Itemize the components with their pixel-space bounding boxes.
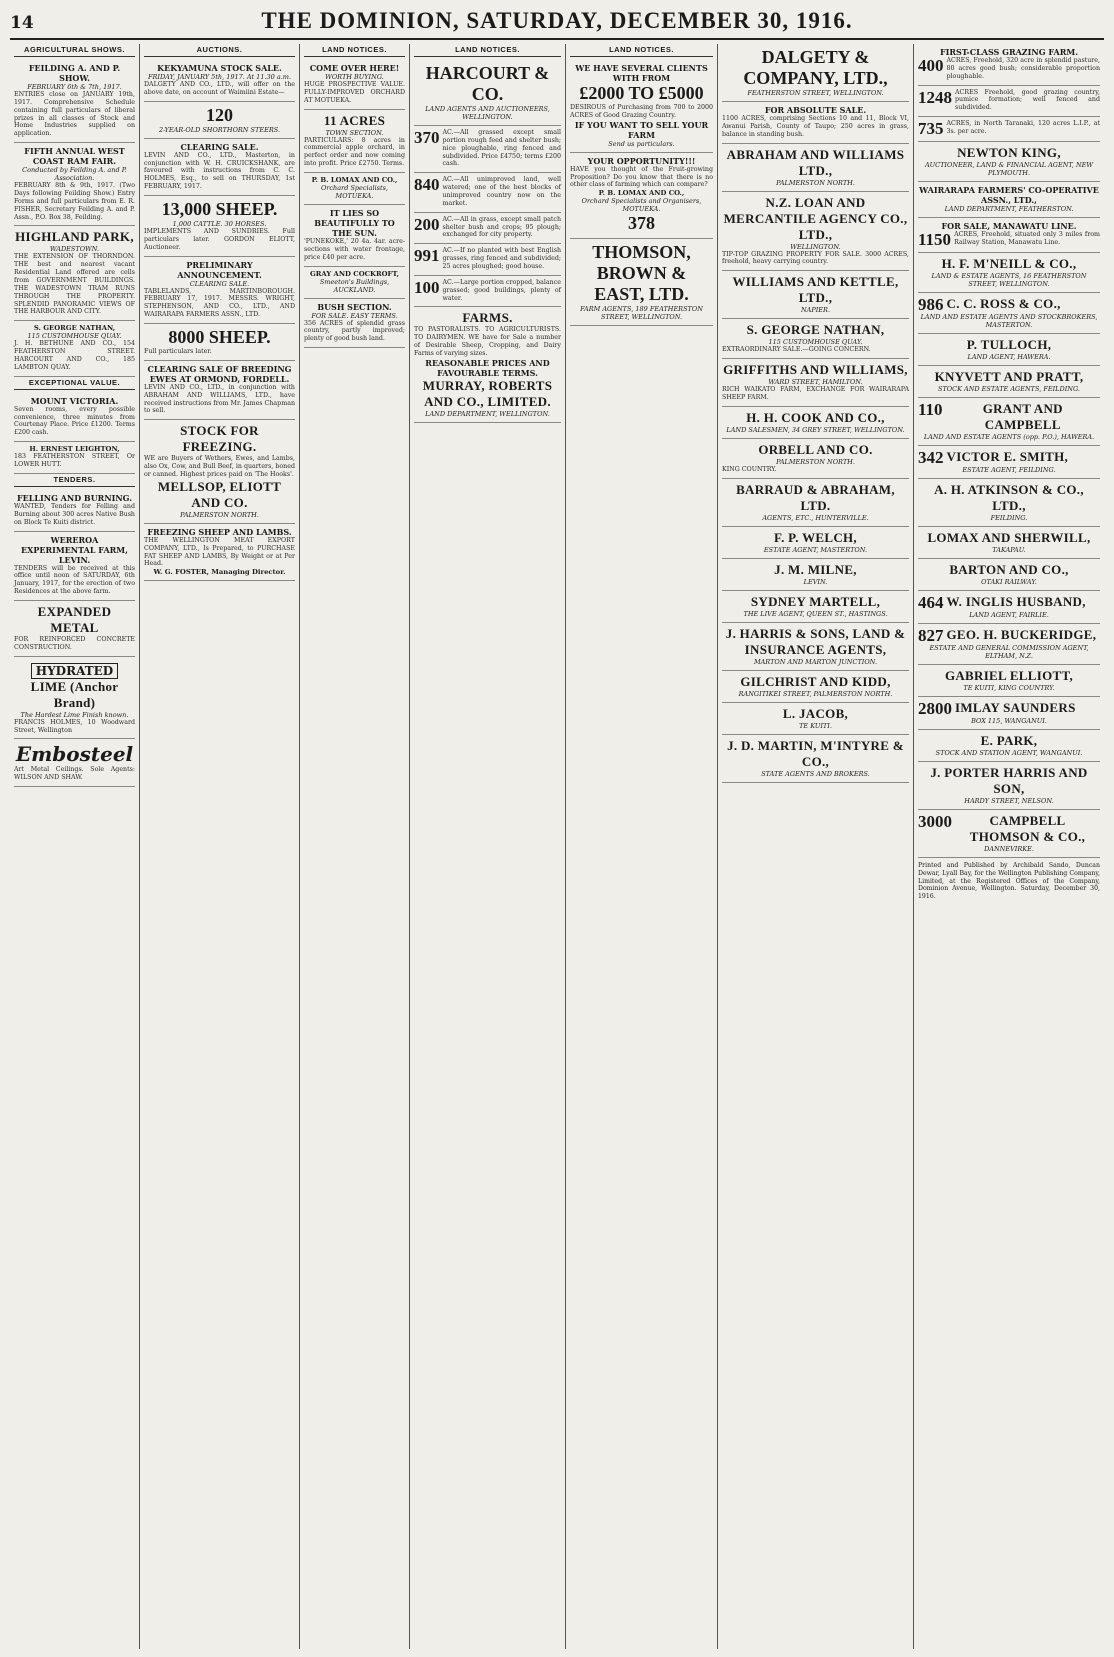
advert-headline: ORBELL AND CO. — [758, 441, 873, 457]
advert — [304, 110, 405, 173]
advert-sub: LAND AND ESTATE AGENTS AND STOCKBROKERS, MASTERTON. — [920, 313, 1098, 330]
advert-headline: S. GEORGE NATHAN, — [33, 324, 116, 333]
acres-number: 378 — [628, 213, 655, 234]
advert — [722, 527, 909, 559]
advert — [918, 182, 1100, 218]
stock-headline: STOCK FOR FREEZING. — [180, 423, 259, 455]
advert-sub: AGENTS, ETC., HUNTERVILLE. — [762, 513, 869, 522]
column-land-notices-a — [300, 44, 410, 1649]
advert-headline: 120 — [206, 104, 233, 125]
advert-sub: Conducted by Feilding A. and P. Association. — [22, 166, 127, 183]
advert — [722, 407, 909, 439]
advert — [14, 601, 135, 657]
advert-headline: H. F. M'NEILL & CO., — [941, 256, 1077, 272]
advert-body: LEVIN AND CO., LTD., in conjunction with ABRAHAM AND WILLIAMS, LTD., have received instructions from Mr. James Chapman to sell. — [144, 383, 295, 415]
advert-body: TABLELANDS, MARTINBOROUGH. FEBRUARY 17, 1917. MESSRS. WRIGHT, STEPHENSON, AND CO., LTD., AND WAIRARAPA FARMERS ASSN., LTD. — [144, 287, 295, 319]
advert-lead — [414, 247, 561, 271]
sell-sub: Send us particulars. — [608, 139, 675, 148]
acreage-number: 200 — [414, 214, 440, 234]
advert — [414, 244, 561, 276]
advert-body: THE EXTENSION OF THORNDON. THE best and nearest vacant Residential Land offered are cells from GOVERNMENT BUILDINGS. THE WADESTOWN TRAM RUNS THROUGH THE PROPERTY. SPLENDID PANORAMIC VIEWS OF THE HARBOUR AND CITY. — [14, 253, 135, 316]
advert-sub: FEBRUARY 6th & 7th, 1917. — [27, 83, 122, 91]
advert — [918, 398, 1100, 446]
advert — [144, 361, 295, 420]
advert — [722, 591, 909, 623]
acreage-number: 370 — [414, 128, 440, 147]
advert-sub: 115 CUSTOMHOUSE QUAY. — [27, 332, 122, 341]
advert-headline: CAMPBELL THOMSON & CO., — [969, 813, 1086, 845]
advert-lead — [918, 813, 1100, 845]
advert — [304, 205, 405, 267]
advert — [304, 299, 405, 349]
acreage-number: 827 — [918, 626, 944, 646]
advert-sub: Smeeton's Buildings, AUCKLAND. — [319, 277, 390, 294]
advert-lead — [414, 129, 561, 168]
advert — [918, 86, 1100, 118]
advert-headline: CLEARING SALE OF BREEDING EWES AT ORMOND, FORDELL. — [147, 363, 292, 384]
acreage-number: 100 — [414, 277, 440, 297]
advert-lead — [918, 594, 1100, 611]
advert-body: AC.—All in grass, except small patch shelter bush and crops; 95 plough; exchanged for city property. — [442, 215, 561, 239]
advert — [918, 334, 1100, 366]
advert-headline: FELLING AND BURNING. — [16, 492, 133, 503]
lomax-sub: Orchard Specialists and Organisers, MOTUEKA. — [581, 197, 702, 214]
advert-headline: IT LIES SO BEAUTIFULLY TO THE SUN. — [314, 208, 395, 239]
advert-headline: 11 ACRES — [323, 112, 386, 128]
mellsop-sub: PALMERSTON NORTH. — [180, 510, 259, 519]
advert-headline: H. H. COOK AND CO., — [746, 409, 885, 425]
advert-sub: FEILDING. — [990, 514, 1028, 523]
advert — [304, 60, 405, 110]
advert-body: ACRES Freehold, good grazing country, pumice formation; well fenced and subdivided. — [955, 88, 1100, 112]
advert-headline: BUSH SECTION. — [317, 301, 392, 312]
advert-headline: ABRAHAM AND WILLIAMS LTD., — [726, 146, 905, 178]
advert — [722, 319, 909, 359]
advert-body: J. H. BETHUNE AND CO., 154 FEATHERSTON STREET. HARCOURT AND CO., 185 LAMBTON QUAY. — [14, 340, 135, 371]
lime-sub: The Hardest Lime Finish known. — [20, 710, 129, 719]
murray-name: MURRAY, ROBERTS AND CO., LIMITED. — [422, 377, 553, 409]
advert-sub: LAND AND ESTATE AGENTS (opp. P.O.), HAWERA. — [923, 433, 1095, 442]
advert-headline: N.Z. LOAN AND MERCANTILE AGENCY CO., LTD., — [723, 194, 908, 242]
advert — [918, 142, 1100, 182]
thomson-sub: FARM AGENTS, 189 FEATHERSTON STREET, WELLINGTON. — [580, 305, 703, 322]
advert-sub: TAKAPAU. — [992, 546, 1026, 555]
advert — [14, 321, 135, 376]
advert-headline: A. H. ATKINSON & CO., LTD., — [934, 482, 1084, 514]
murray-sub: LAND DEPARTMENT, WELLINGTON. — [425, 409, 550, 418]
advert — [722, 703, 909, 735]
opportunity-body: HAVE you thought of the Fruit-growing Proposition? Do you know that there is no other class of farming which can compare? — [570, 165, 713, 189]
harcourt-sub: LAND AGENTS AND AUCTIONEERS, WELLINGTON. — [425, 105, 550, 121]
advert-sub: BOX 115, WANGANUI. — [971, 717, 1047, 726]
farms-headline: FARMS. — [462, 310, 513, 326]
advert — [304, 267, 405, 299]
advert — [918, 810, 1100, 858]
advert — [918, 446, 1100, 479]
acreage-number: 986 — [918, 295, 944, 315]
advert-headline: HIGHLAND PARK, — [15, 229, 134, 245]
advert-sub: WADESTOWN. — [49, 245, 100, 254]
advert-sub: Orchard Specialists, MOTUEKA. — [320, 184, 389, 201]
lime-advert — [14, 657, 135, 740]
advert — [14, 490, 135, 532]
opportunity-headline: YOUR OPPORTUNITY!!! — [587, 155, 696, 166]
advert-sub: LAND SALESMEN, 34 GREY STREET, WELLINGTON. — [726, 425, 905, 434]
column-heading: EXCEPTIONAL VALUE. — [14, 377, 135, 390]
advert-body: FEBRUARY 8th & 9th, 1917. (Two Days following Feilding Show.) Entry Forms and full particulars from E. R. FISHER, Secretary Feilding A. and P. Assn., P.O. Box 38, Feilding. — [14, 182, 135, 221]
advert-sub: RANGITIKEI STREET, PALMERSTON NORTH. — [738, 689, 893, 698]
printer-imprint: Printed and Published by Archibald Sando, Duncan Dewar, Lyall Bay, for the Wellington Publishing Company, Limited, at the Registered Offices of the Company, Dominion Avenue, Wellington. Saturday, December 30, 1916. — [918, 862, 1100, 901]
advert-body: FOR REINFORCED CONCRETE CONSTRUCTION. — [14, 635, 135, 651]
dalgety-sub: FEATHERSTON STREET, WELLINGTON. — [747, 89, 884, 97]
acreage-number: 2800 — [918, 699, 952, 719]
advert — [14, 393, 135, 442]
advert-body: ACRES, Freehold, situated only 3 miles from Railway Station, Manawatu Line. — [954, 231, 1100, 247]
advert-body: TIP-TOP GRAZING PROPERTY FOR SALE. 3000 ACRES, freehold, heavy carrying country. — [722, 250, 909, 266]
clients-headline: WE HAVE SEVERAL CLIENTS WITH FROM — [575, 63, 708, 83]
column-heading: TENDERS. — [14, 474, 135, 487]
lime-headline: LIME (Anchor Brand) — [30, 678, 119, 710]
clients-body: DESIROUS of Purchasing from 700 to 2000 ACRES of Good Grazing Country. — [570, 104, 713, 119]
advert-lead — [918, 627, 1100, 644]
advert-body: Seven rooms, every possible convenience, three minutes from Courtenay Place. Price £1200. Terms £200 cash. — [14, 405, 135, 437]
advert-sub: CLEARING SALE. — [189, 279, 250, 288]
advert-sub: FOR SALE. EASY TERMS. — [311, 311, 398, 320]
column-heading: AUCTIONS. — [144, 44, 295, 57]
advert-sub: HARDY STREET, NELSON. — [964, 797, 1054, 806]
advert — [722, 144, 909, 192]
advert-sub: PALMERSTON NORTH. — [776, 457, 855, 466]
advert — [918, 730, 1100, 762]
column-heading: LAND NOTICES. — [570, 44, 713, 57]
advert-body: LEVIN AND CO., LTD., Masterton, in conjunction with W. H. CRUICKSHANK, are favoured with instructions from C. C. HOLMES, Esq., to sell on THURSDAY, 1st FEBRUARY, 1917. — [144, 151, 295, 191]
acreage-number: 3000 — [918, 812, 952, 832]
advert — [14, 226, 135, 321]
advert-body: WANTED, Tenders for Felling and Burning about 300 acres Native Bush on Block Te Kuiti district. — [14, 502, 135, 526]
dalgety-name: DALGETY & COMPANY, LTD., — [743, 47, 888, 88]
advert-lead — [414, 216, 561, 240]
freeze-body: THE WELLINGTON MEAT EXPORT COMPANY, LTD., Is Prepared, to PURCHASE FAT SHEEP AND LAMBS, By Weight or at Per Head. — [144, 536, 295, 568]
advert — [918, 697, 1100, 730]
advert-body: AC.—All unimproved land, well watered; one of the best blocks of unimproved country now on the market. — [442, 176, 561, 207]
harcourt-name: HARCOURT & CO. — [425, 63, 550, 104]
advert-lead — [414, 176, 561, 207]
advert-headline: SYDNEY MARTELL, — [750, 593, 881, 609]
advert — [722, 192, 909, 272]
clients-amount: £2000 TO £5000 — [579, 83, 704, 103]
advert-body: 'PUNEKOKE,' 20 4a. 4ar. acre-sections with water frontage, price £40 per acre. — [304, 238, 405, 261]
acreage-number: 342 — [918, 448, 944, 468]
dalgety-advert — [722, 44, 909, 102]
advert — [918, 527, 1100, 559]
advert-headline: FEILDING A. AND P. SHOW. — [28, 63, 121, 83]
advert-body: ACRES, Freehold, 320 acre in splendid pasture, 80 acres good bush; considerable proportion ploughable. — [946, 57, 1100, 80]
acreage-number: 735 — [918, 119, 944, 139]
advert-sub: THE LIVE AGENT, QUEEN ST., HASTINGS. — [743, 609, 888, 618]
advert — [414, 213, 561, 245]
column-heading: LAND NOTICES. — [414, 44, 561, 57]
advert — [918, 591, 1100, 624]
advert-sub: LAND & ESTATE AGENTS, 16 FEATHERSTON STREET, WELLINGTON. — [931, 272, 1087, 289]
advert-lead — [918, 296, 1100, 313]
embosteel-advert — [14, 739, 135, 787]
advert-sub: WORTH BUYING. — [325, 73, 384, 81]
column-farms-right — [914, 44, 1104, 1649]
acreage-number: 840 — [414, 175, 440, 195]
advert-sub: TE KUITI. — [799, 721, 832, 730]
advert-body: AC.—All grassed except small portion rough feed and shelter bush; nice ploughable, ring fenced and subdivided. Price £4750; terms £200 cash. — [442, 129, 561, 168]
advert-headline: GRIFFITHS AND WILLIAMS, — [723, 362, 908, 378]
advert-sub: ESTATE AGENT, FEILDING. — [962, 466, 1056, 475]
advert — [414, 173, 561, 212]
advert-sub: LAND DEPARTMENT, FEATHERSTON. — [944, 205, 1074, 214]
advert — [918, 218, 1100, 253]
column-land-notices-c — [566, 44, 718, 1649]
advert-sub: WELLINGTON. — [790, 242, 841, 251]
advert — [414, 276, 561, 308]
advert-headline: H. ERNEST LEIGHTON, — [29, 445, 120, 454]
advert-sub: DANNEVIRKE. — [984, 845, 1034, 854]
advert-body: ACRES, in North Taranaki, 120 acres L.I.P., at 3s. per acre. — [946, 120, 1100, 136]
advert-sub: ESTATE AND GENERAL COMMISSION AGENT, ELTHAM, N.Z. — [929, 644, 1089, 661]
advert-headline: J. D. MARTIN, M'INTYRE & CO., — [727, 737, 904, 769]
advert-headline: WILLIAMS AND KETTLE, LTD., — [732, 274, 899, 306]
advert-headline: J. M. MILNE, — [774, 561, 857, 577]
freeze-advert — [144, 524, 295, 581]
advert-headline: EXPANDED METAL — [37, 603, 112, 635]
advert — [918, 762, 1100, 810]
embosteel-body: Art Metal Ceilings. Sole Agents: WILSON AND SHAW. — [14, 766, 135, 782]
advert — [722, 271, 909, 319]
advert — [722, 671, 909, 703]
advert-body: 1100 ACRES, comprising Sections 10 and 11, Block VI, Awanui Parish, County of Taupo; 250 acres in grass, balance in standing bush. — [722, 115, 909, 138]
advert-sub: 115 CUSTOMHOUSE QUAY. — [768, 338, 863, 347]
advert — [722, 102, 909, 144]
page-number: 14 — [10, 13, 34, 33]
advert-body: Full particulars later. — [144, 348, 212, 356]
advert-sub: LEVIN. — [803, 577, 828, 586]
acreage-number: 400 — [918, 56, 944, 75]
advert-sub: LAND AGENT, HAWERA. — [967, 353, 1051, 362]
advert-lead — [918, 120, 1100, 137]
advert-headline: S. GEORGE NATHAN, — [746, 322, 885, 338]
advert-headline: BARRAUD & ABRAHAM, LTD. — [736, 481, 895, 513]
advert — [918, 479, 1100, 527]
advert-headline: GILCHRIST AND KIDD, — [740, 673, 891, 689]
advert-headline: GABRIEL ELLIOTT, — [944, 668, 1074, 684]
masthead — [10, 8, 1104, 40]
advert-sub: AUCTIONEER, LAND & FINANCIAL AGENT, NEW PLYMOUTH. — [924, 161, 1094, 178]
advert — [918, 665, 1100, 697]
advert-headline: P. TULLOCH, — [966, 337, 1052, 353]
advert-headline: GRANT AND CAMPBELL — [982, 401, 1063, 433]
advert-body: IMPLEMENTS AND SUNDRIES. Full particulars later. GORDON ELIOTT, Auctioneer. — [144, 228, 295, 251]
advert-lead — [918, 89, 1100, 113]
advert-headline: KNYVETT AND PRATT, — [934, 369, 1084, 385]
advert-headline: IMLAY SAUNDERS — [955, 700, 1076, 716]
advert-body: DALGETY AND CO., LTD., will offer on the above date, on account of Waimiini Estate— — [144, 81, 295, 96]
acreage-number: 991 — [414, 246, 440, 266]
advert — [722, 439, 909, 479]
stock-advert — [144, 420, 295, 524]
advert-sub: STOCK AND ESTATE AGENTS, FEILDING. — [938, 385, 1080, 394]
advert — [14, 60, 135, 143]
advert-body: PARTICULARS: 8 acres in commercial apple orchard, in perfect order and now coming into profit. Price £2750. Terms. — [304, 136, 405, 168]
advert — [918, 559, 1100, 591]
advert-lead — [414, 279, 561, 303]
advert — [722, 479, 909, 527]
farms-body: TO PASTORALISTS. TO AGRICULTURISTS. TO DAIRYMEN. WE have for Sale a number of Desirable Sheep, Cropping, and Dairy Farms of varying sizes. — [414, 326, 561, 358]
lomax-name: P. B. LOMAX AND CO., — [598, 189, 685, 198]
clients-advert — [570, 60, 713, 153]
advert-headline: FOR SALE, MANAWATU LINE. — [941, 221, 1077, 232]
thomson-advert — [570, 239, 713, 326]
advert-headline: P. B. LOMAX AND CO., — [311, 176, 398, 185]
advert-sub: FRIDAY, JANUARY 5th, 1917. At 11.30 a.m. — [147, 73, 292, 81]
acreage-number: 110 — [918, 400, 943, 420]
farms-advert — [414, 307, 561, 422]
advert-lead — [918, 401, 1100, 433]
advert-body: HUGE PROSPECTIVE VALUE. FULLY-IMPROVED ORCHARD AT MOTUEKA. — [304, 81, 405, 104]
advert — [918, 117, 1100, 142]
advert-sub: OTAKI RAILWAY. — [981, 578, 1037, 587]
advert-sub: ESTATE AGENT, MASTERTON. — [763, 545, 868, 554]
advert-body: 356 ACRES of splendid grass country, partly improved; plenty of good bush land. — [304, 319, 405, 343]
advert — [918, 253, 1100, 293]
advert — [144, 196, 295, 257]
advert-headline: PRELIMINARY ANNOUNCEMENT. — [177, 259, 262, 280]
advert — [14, 143, 135, 226]
acreage-number: 1150 — [918, 230, 952, 250]
advert-body: 183 FEATHERSTON STREET, Or LOWER HUTT. — [14, 453, 135, 469]
advert-sub: 2-YEAR-OLD SHORTHORN STEERS. — [158, 125, 281, 134]
advert-sub: NAPIER. — [800, 306, 831, 315]
advert-headline: MOUNT VICTORIA. — [30, 395, 119, 406]
advert-sub: 1,000 CATTLE. 30 HORSES. — [172, 220, 267, 229]
advert-body: ENTRIES close on JANUARY 19th, 1917. Comprehensive Schedule containing full particulars of liberal prizes in all classes of Stock and Home Industries supplied on application. — [14, 91, 135, 138]
advert — [722, 559, 909, 591]
advert-body: TENDERS will be received at this office until noon of SATURDAY, 6th January, 1917, for the erection of two Residences at the above farm. — [14, 564, 135, 596]
column-auctions — [140, 44, 300, 1649]
advert-sub: TOWN SECTION. — [325, 128, 384, 137]
advert-body: AC.—If no planted with best English grasses, ring fenced and subdivided; 25 acres ploughed; good house. — [442, 247, 561, 271]
advert-body: EXTRAORDINARY SALE.—GOING CONCERN. — [722, 346, 871, 354]
advert-lead — [918, 449, 1100, 466]
advert-headline: COME OVER HERE! — [309, 63, 400, 73]
farms-terms: REASONABLE PRICES AND FAVOURABLE TERMS. — [425, 357, 550, 378]
advert — [918, 366, 1100, 398]
embosteel-logo: Embosteel — [15, 742, 134, 767]
newspaper-title: THE DOMINION, SATURDAY, DECEMBER 30, 1916. — [261, 8, 853, 33]
column-land-notices-d — [718, 44, 914, 1649]
advert-sub: STOCK AND STATION AGENT, WANGANUI. — [935, 749, 1083, 758]
advert-sub: LAND AGENT, FAIRLIE. — [969, 611, 1049, 620]
mellsop-name: MELLSOP, ELIOTT AND CO. — [157, 478, 282, 510]
thomson-name: THOMSON, BROWN & EAST, LTD. — [592, 242, 691, 305]
stock-body: WE are Buyers of Wethers, Ewes, and Lambs, also Ox, Cow, and Bull Beef, in quarters, boned or canned. Highest prices paid on 'The Hooks'. — [144, 455, 295, 479]
advert-sub: WARD STREET, HAMILTON. — [768, 378, 863, 387]
advert-headline: FIRST-CLASS GRAZING FARM. — [939, 47, 1079, 57]
advert — [14, 442, 135, 474]
advert-headline: F. P. WELCH, — [774, 529, 857, 545]
freeze-signature: W. G. FOSTER, Managing Director. — [153, 568, 286, 577]
columns — [10, 44, 1104, 1649]
advert-body: RICH WAIKATO FARM, EXCHANGE FOR WAIRARAPA SHEEP FARM. — [722, 386, 909, 402]
advert — [144, 139, 295, 196]
advert — [918, 293, 1100, 334]
advert-body: AC.—Large portion cropped, balance grassed; good buildings, plenty of water. — [442, 278, 561, 302]
advert-sub: MARTON AND MARTON JUNCTION. — [753, 657, 878, 666]
advert-body: KING COUNTRY. — [722, 465, 777, 473]
sell-headline: IF YOU WANT TO SELL YOUR FARM — [574, 119, 709, 140]
advert-lead — [918, 700, 1100, 717]
freeze-headline: FREEZING SHEEP AND LAMBS. — [147, 526, 292, 537]
advert — [918, 624, 1100, 665]
advert — [14, 532, 135, 601]
lime-agent: FRANCIS HOLMES, 10 Woodward Street, Wellington — [14, 718, 135, 734]
advert-headline: NEWTON KING, — [957, 145, 1061, 161]
advert-headline: W. INGLIS HUSBAND, — [946, 594, 1086, 610]
advert-lead — [918, 231, 1100, 248]
acreage-number: 464 — [918, 593, 944, 613]
advert-lead — [918, 57, 1100, 81]
advert-headline: GRAY AND COCKROFT, — [309, 269, 400, 278]
column-heading: LAND NOTICES. — [304, 44, 405, 57]
advert — [304, 173, 405, 205]
advert-headline: WEREROA EXPERIMENTAL FARM, LEVIN. — [21, 534, 128, 565]
hydrated-label: HYDRATED — [31, 663, 118, 679]
advert-sub: TE KUITI, KING COUNTRY. — [963, 684, 1055, 693]
advert — [144, 257, 295, 324]
column-land-notices-b — [410, 44, 566, 1649]
advert-headline: FOR ABSOLUTE SALE. — [764, 105, 867, 115]
advert-headline: L. JACOB, — [782, 705, 849, 721]
advert-headline: J. PORTER HARRIS AND SON, — [930, 765, 1088, 797]
advert-headline: 8000 SHEEP. — [168, 327, 271, 348]
advert-headline: 13,000 SHEEP. — [161, 199, 278, 220]
advert — [414, 126, 561, 173]
advert — [722, 623, 909, 671]
advert-headline: C. C. ROSS & CO., — [946, 296, 1061, 312]
acreage-number: 1248 — [918, 87, 952, 107]
advert — [144, 324, 295, 361]
advert-headline: KEKYAMUNA STOCK SALE. — [157, 63, 282, 73]
advert-sub: PALMERSTON NORTH. — [776, 178, 855, 187]
advert-headline: E. PARK, — [980, 733, 1038, 749]
advert-headline: GEO. H. BUCKERIDGE, — [946, 627, 1097, 643]
advert — [144, 102, 295, 139]
advert-sub: STATE AGENTS AND BROKERS. — [761, 769, 870, 778]
advert — [144, 60, 295, 102]
advert-headline: VICTOR E. SMITH, — [946, 449, 1069, 465]
column-agricultural-shows — [10, 44, 140, 1649]
advert-headline: J. HARRIS & SONS, LAND & INSURANCE AGENTS, — [725, 625, 906, 657]
advert — [918, 44, 1100, 86]
advert-headline: CLEARING SALE. — [180, 141, 259, 152]
harcourt-advert — [414, 60, 561, 126]
advert — [722, 359, 909, 407]
advert — [722, 735, 909, 783]
advert-headline: BARTON AND CO., — [949, 562, 1069, 578]
advert-headline: WAIRARAPA FARMERS' CO-OPERATIVE ASSN., LTD., — [919, 185, 1099, 206]
advert-headline: FIFTH ANNUAL WEST COAST RAM FAIR. — [24, 146, 125, 167]
column-heading: AGRICULTURAL SHOWS. — [14, 44, 135, 57]
advert-headline: LOMAX AND SHERWILL, — [927, 530, 1091, 546]
opportunity-advert — [570, 153, 713, 240]
